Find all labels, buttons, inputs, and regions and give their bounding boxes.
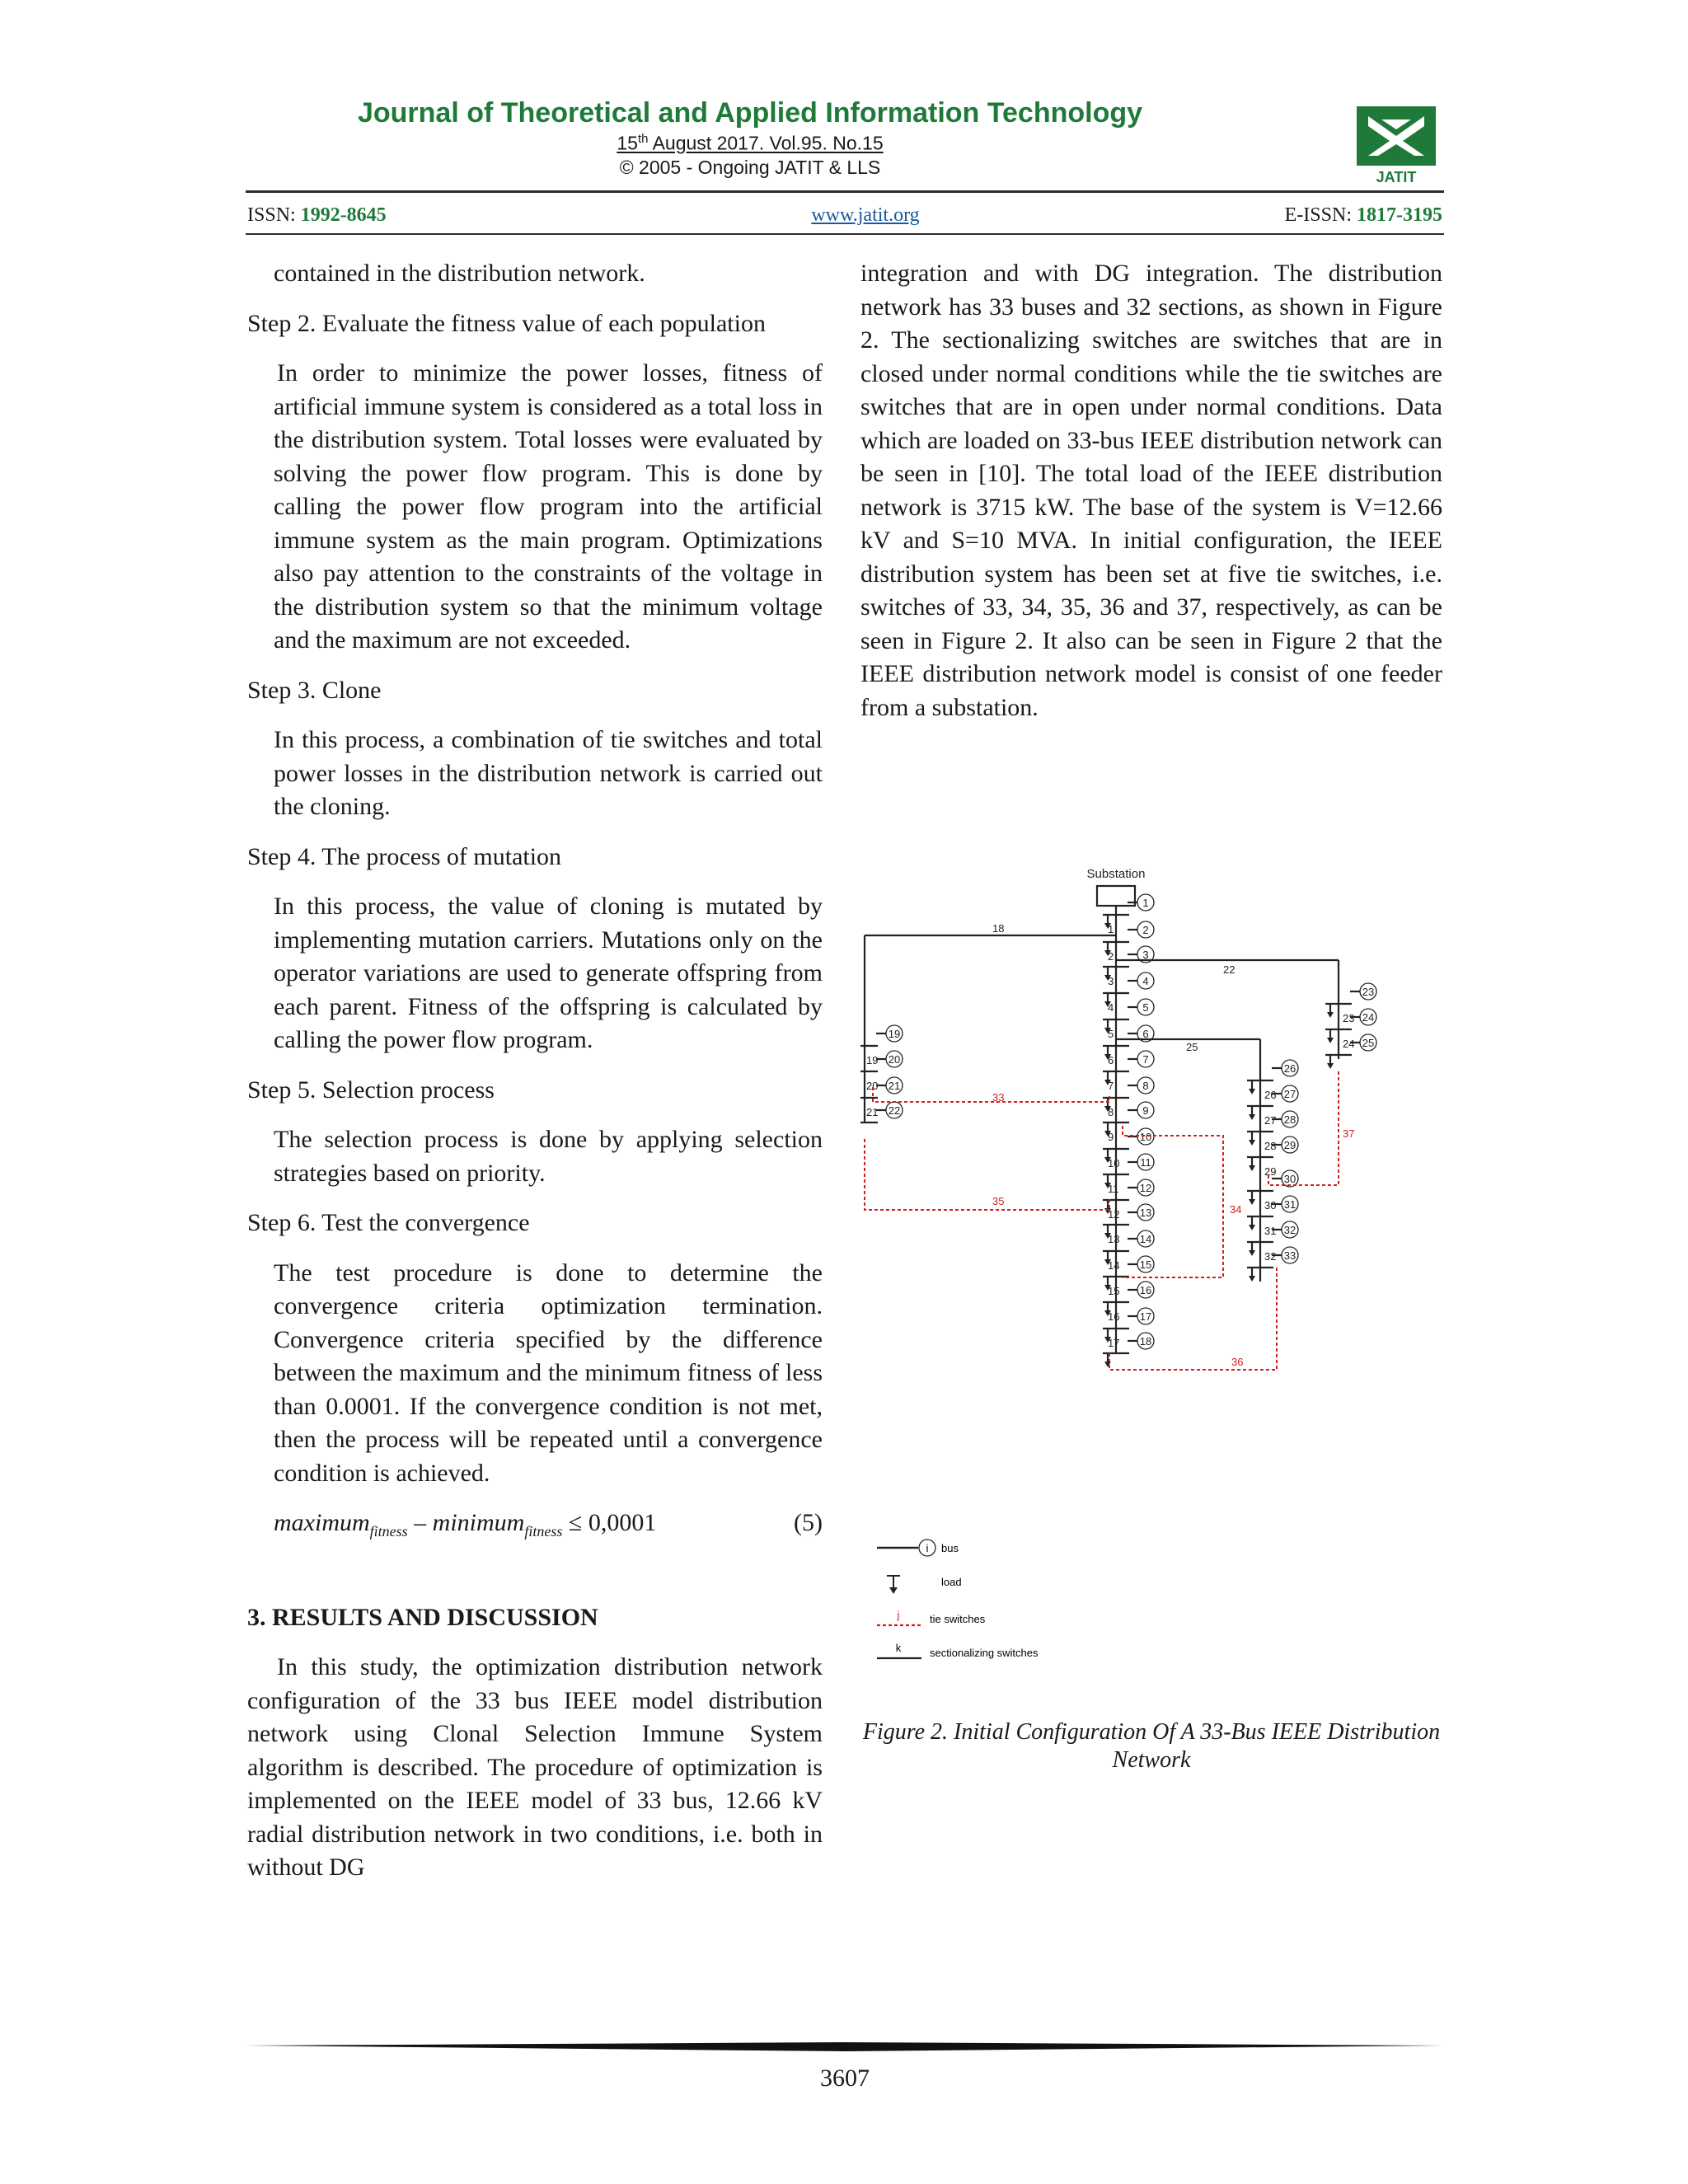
- tie-switch-33: [873, 1087, 1109, 1102]
- section-label-6: 6: [1108, 1054, 1114, 1066]
- eissn-label: E-ISSN:: [1284, 204, 1357, 226]
- step-heading: Step 3. Clone: [247, 676, 382, 704]
- equation-body: maximum$_{fitness}$ – minimum$_{fitness}$ ≤ 0,0001: [274, 1509, 657, 1540]
- tie-switch-34: [1123, 1126, 1223, 1277]
- figure-caption: Figure 2. Initial Configuration Of A 33-Bus IEEE Distribution Network: [862, 1719, 1441, 1773]
- bus-number-2: 2: [1142, 924, 1149, 936]
- legend: [877, 1540, 1039, 1659]
- section-label-5: 5: [1108, 1028, 1114, 1040]
- bus-number-24: 24: [1362, 1011, 1375, 1024]
- legend-tie-symbol: j: [897, 1609, 900, 1621]
- section-label-12: 12: [1108, 1208, 1120, 1221]
- bus-number-29: 29: [1283, 1139, 1296, 1151]
- tie-label-33: 33: [992, 1091, 1005, 1104]
- eissn: [1113, 204, 1442, 227]
- journal-title: Journal of Theoretical and Applied Information Technology: [357, 97, 1143, 129]
- paragraph: contained in the distribution network.: [274, 260, 645, 287]
- section-heading: 3. RESULTS AND DISCUSSION: [247, 1603, 598, 1631]
- bus-load-29-arrow-icon: [1249, 1165, 1255, 1171]
- tie-switch-36: [1109, 1268, 1277, 1370]
- bus-number-27: 27: [1283, 1088, 1296, 1100]
- section-label-11: 11: [1108, 1183, 1119, 1195]
- section-label-16: 16: [1108, 1310, 1120, 1323]
- bus-number-17: 17: [1139, 1310, 1152, 1323]
- left-column: [247, 257, 823, 1885]
- section-label-14: 14: [1108, 1259, 1120, 1272]
- bus-number-1: 1: [1142, 897, 1149, 909]
- bus-number-11: 11: [1140, 1156, 1151, 1169]
- bus-load-23-arrow-icon: [1327, 1012, 1334, 1018]
- bus-number-3: 3: [1142, 949, 1149, 961]
- bus-number-8: 8: [1142, 1080, 1149, 1092]
- section-label-18: 18: [992, 922, 1005, 935]
- issue-day-suffix: th: [637, 132, 649, 146]
- network-diagram: [860, 857, 1442, 1718]
- legend-bus-label: bus: [941, 1542, 959, 1554]
- legend-sect-label: sectionalizing switches: [930, 1647, 1039, 1659]
- section-label-4: 4: [1108, 1001, 1114, 1014]
- right-column: [860, 257, 1442, 724]
- paragraph: In this study, the optimization distribution network configuration of the 33 bus IEEE model distribution network using Clonal Selection Immune System algorithm is described. The procedure of optimization is implemented on the IEEE model of 33 bus, 12.66 kV radial distribution network in two conditions, i.e. both in without DG: [247, 1653, 823, 1881]
- paragraph: In this process, the value of cloning is mutated by implementing mutation carriers. Mutations only on the operator variations are used to generate offspring from each parent. Fitness of the offspring is calculated by calling the power flow program.: [274, 893, 823, 1053]
- section-label-1: 1: [1108, 923, 1114, 935]
- bus-number-28: 28: [1283, 1113, 1296, 1126]
- section-label-22: 22: [1223, 963, 1236, 976]
- section-label-28: 28: [1264, 1140, 1277, 1152]
- bus-number-25: 25: [1362, 1037, 1375, 1049]
- legend-load-label: load: [941, 1576, 962, 1588]
- section-label-31: 31: [1264, 1225, 1277, 1237]
- bus-number-5: 5: [1142, 1001, 1149, 1014]
- bus-load-31-arrow-icon: [1249, 1225, 1255, 1230]
- bus-load-25-arrow-icon: [1327, 1063, 1334, 1069]
- bus-number-15: 15: [1139, 1258, 1152, 1271]
- equation-5: [247, 1507, 823, 1549]
- footer-rule: [246, 2041, 1444, 2054]
- step-heading: Step 5. Selection process: [247, 1076, 495, 1104]
- bus-number-21: 21: [888, 1080, 901, 1092]
- section-label-15: 15: [1108, 1285, 1120, 1297]
- section-label-29: 29: [1264, 1165, 1277, 1178]
- bus-number-22: 22: [888, 1104, 901, 1117]
- bus-load-32-arrow-icon: [1249, 1250, 1255, 1256]
- bus-number-18: 18: [1139, 1335, 1152, 1347]
- tie-label-36: 36: [1231, 1356, 1244, 1368]
- bus-number-31: 31: [1283, 1198, 1296, 1211]
- bus-number-16: 16: [1139, 1284, 1152, 1296]
- bus-number-7: 7: [1142, 1053, 1149, 1066]
- bus-number-23: 23: [1362, 986, 1375, 998]
- bus-load-30-arrow-icon: [1249, 1199, 1255, 1205]
- substation-label: Substation: [1086, 867, 1146, 881]
- bus-number-32: 32: [1283, 1224, 1296, 1236]
- header-rule-top: [246, 190, 1444, 193]
- step-heading: Step 6. Test the convergence: [247, 1209, 530, 1236]
- journal-website-link[interactable]: www.jatit.org: [811, 204, 920, 226]
- section-label-2: 2: [1108, 950, 1114, 963]
- section-label-23: 23: [1343, 1012, 1355, 1024]
- section-label-10: 10: [1108, 1157, 1120, 1169]
- bus-number-12: 12: [1139, 1182, 1152, 1194]
- bus-number-33: 33: [1283, 1249, 1296, 1262]
- tie-switch-35: [865, 1139, 1109, 1210]
- bus-number-30: 30: [1283, 1173, 1296, 1185]
- bus-number-4: 4: [1142, 975, 1149, 987]
- legend-tie-label: tie switches: [930, 1613, 986, 1625]
- bus-load-24-arrow-icon: [1327, 1038, 1334, 1043]
- section-label-27: 27: [1264, 1114, 1277, 1127]
- issn-number: 1992-8645: [300, 204, 387, 226]
- section-label-17: 17: [1108, 1337, 1120, 1349]
- bus-load-33-arrow-icon: [1249, 1276, 1255, 1282]
- tie-label-34: 34: [1230, 1203, 1242, 1216]
- section-label-8: 8: [1108, 1106, 1114, 1118]
- legend-bus-symbol: i: [926, 1542, 929, 1554]
- section-label-19: 19: [866, 1054, 879, 1066]
- bus-load-28-arrow-icon: [1249, 1140, 1255, 1146]
- section-label-7: 7: [1108, 1080, 1114, 1092]
- tie-label-35: 35: [992, 1195, 1005, 1207]
- issn-label: ISSN:: [247, 204, 301, 226]
- bus-number-20: 20: [888, 1053, 901, 1066]
- section-label-24: 24: [1343, 1038, 1355, 1050]
- bus-load-27-arrow-icon: [1249, 1114, 1255, 1120]
- legend-sect-symbol: k: [895, 1642, 902, 1654]
- tie-label-37: 37: [1343, 1127, 1355, 1140]
- eissn-number: 1817-3195: [1357, 204, 1442, 226]
- bus-load-26-arrow-icon: [1249, 1089, 1255, 1094]
- section-label-9: 9: [1108, 1131, 1114, 1143]
- section-label-26: 26: [1264, 1089, 1277, 1101]
- jatit-logo: [1352, 103, 1442, 185]
- step-heading: Step 2. Evaluate the fitness value of each population: [247, 309, 766, 337]
- bus-number-14: 14: [1139, 1233, 1152, 1245]
- paragraph: The selection process is done by applying selection strategies based on priority.: [274, 1126, 823, 1187]
- equation-number: (5): [794, 1509, 823, 1536]
- page-number: 3607: [820, 2064, 870, 2092]
- header-rule-bottom: [246, 233, 1444, 235]
- section-label-13: 13: [1108, 1233, 1120, 1245]
- step-heading: Step 4. The process of mutation: [247, 842, 562, 870]
- paragraph: In this process, a combination of tie switches and total power losses in the distribution network is carried out the cloning.: [274, 726, 823, 820]
- copyright-line: © 2005 - Ongoing JATIT & LLS: [619, 157, 881, 178]
- issue-line: [247, 132, 1253, 155]
- section-label-20: 20: [866, 1080, 879, 1092]
- bus-number-10: 10: [1139, 1131, 1152, 1143]
- section-label-25: 25: [1186, 1041, 1198, 1053]
- bus-number-13: 13: [1139, 1207, 1152, 1219]
- issue-details: August 2017. Vol.95. No.15: [648, 132, 884, 154]
- issue-day: 15: [617, 132, 638, 154]
- bus-number-6: 6: [1142, 1028, 1149, 1040]
- paragraph: integration and with DG integration. The distribution network has 33 buses and 32 sections, as shown in Figure 2. The sectionalizing switches are switches that are in closed under normal conditions while the tie switches are switches that are in open under normal conditions. Data which are loaded on 33-bus IEEE distribution network can be seen in [10]. The total load of the IEEE distribution network is 3715 kW. The base of the system is V=12.66 kV and S=10 MVA. In initial configuration, the IEEE distribution system has been set at five tie switches, i.e. switches of 33, 34, 35, 36 and 37, respectively, as can be seen in Figure 2. It also can be seen in Figure 2 that the IEEE distribution network model is consist of one feeder from a substation.: [860, 260, 1442, 721]
- bus-number-26: 26: [1283, 1062, 1296, 1075]
- network-lines: [860, 894, 1376, 1370]
- section-label-32: 32: [1264, 1250, 1277, 1263]
- issn: [247, 204, 387, 227]
- bus-number-19: 19: [888, 1028, 901, 1040]
- section-label-3: 3: [1108, 975, 1114, 987]
- section-label-30: 30: [1264, 1199, 1277, 1212]
- legend-load-arrow-icon: [889, 1587, 898, 1594]
- paragraph: The test procedure is done to determine the convergence criteria optimization termination. Convergence criteria specified by the difference between the maximum and the minimum fitness of less than 0.0001. If the convergence condition is not met, then the process will be repeated until a convergence condition is achieved.: [274, 1258, 823, 1487]
- paragraph: In order to minimize the power losses, fitness of artificial immune system is considered as a total loss in the distribution system. Total losses were evaluated by solving the power flow program. This is done by calling the power flow program into the artificial immune system as the main program. Optimizations also pay attention to the constraints of the voltage in the distribution system so that the minimum voltage and the maximum are not exceeded.: [274, 359, 823, 654]
- section-label-21: 21: [866, 1106, 879, 1118]
- logo-wordmark: JATIT: [1376, 169, 1417, 185]
- tie-switch-37: [1268, 1071, 1339, 1185]
- bus-number-9: 9: [1142, 1104, 1149, 1117]
